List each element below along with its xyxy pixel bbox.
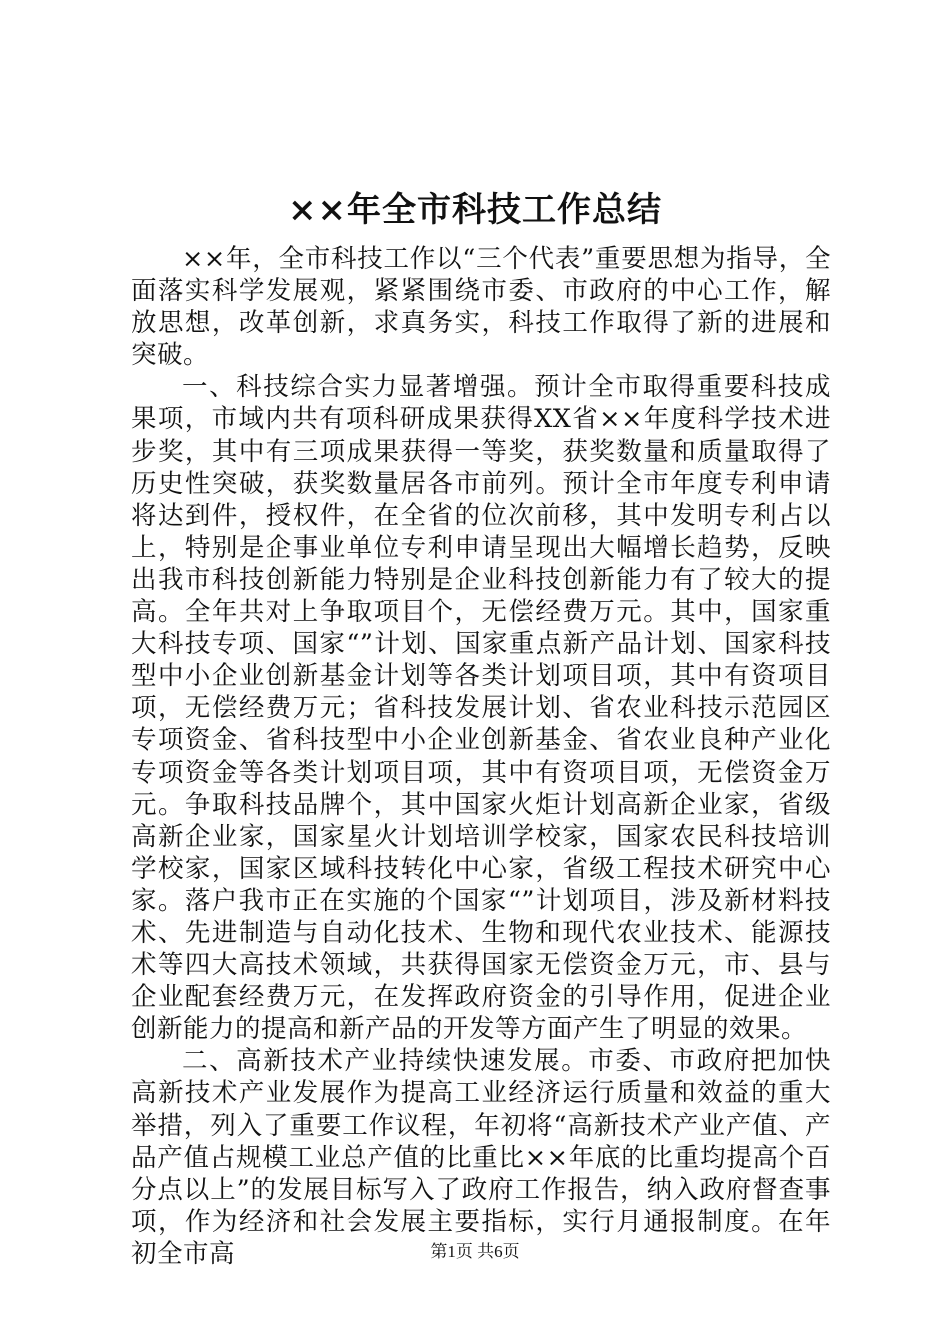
paragraph-section-one: 一、科技综合实力显著增强。预计全市取得重要科技成果项，市域内共有项科研成果获得XX省××年度科学技术进步奖，其中有三项成果获得一等奖，获奖数量和质量取得了历史性突破，获奖数量居各市前列。预计全市年度专利申请将达到件，授权件，在全省的位次前移，其中发明专利占以上，特别是企事业单位专利申请呈现出大幅增长趋势，反映出我市科技创新能力特别是企业科技创新能力有了较大的提高。全年共对上争取项目个，无偿经费万元。其中，国家重大科技专项、国家“”计划、国家重点新产品计划、国家科技型中小企业创新基金计划等各类计划项目项，其中有资项目项，无偿经费万元；省科技发展计划、省农业科技示范园区专项资金、省科技型中小企业创新基金、省农业良种产业化专项资金等各类计划项目项，其中有资项目项，无偿资金万元。争取科技品牌个，其中国家火炬计划高新企业家，省级高新企业家，国家星火计划培训学校家，国家农民科技培训学校家，国家区域科技转化中心家，省级工程技术研究中心家。落户我市正在实施的个国家“”计划项目，涉及新材料技术、先进制造与自动化技术、生物和现代农业技术、能源技术等四大高技术领域，共获得国家无偿资金万元，市、县与企业配套经费万元，在发挥政府资金的引导作用，促进企业创新能力的提高和新产品的开发等方面产生了明显的效果。: [131, 372, 831, 1045]
document-title: ××年全市科技工作总结: [288, 190, 662, 230]
page-footer: 第1页 共6页: [430, 1242, 520, 1261]
document-body: [131, 243, 831, 1270]
paragraph-intro: ××年，全市科技工作以“三个代表”重要思想为指导，全面落实科学发展观，紧紧围绕市委、市政府的中心工作，解放思想，改革创新，求真务实，科技工作取得了新的进展和突破。: [131, 244, 831, 371]
paragraph-section-two: 二、高新技术产业持续快速发展。市委、市政府把加快高新技术产业发展作为提高工业经济运行质量和效益的重大举措，列入了重要工作议程，年初将“高新技术产业产值、产品产值占规模工业总产值的比重比××年底的比重均提高个百分点以上”的发展目标写入了政府工作报告，纳入政府督查事项，作为经济和社会发展主要指标，实行月通报制度。在年初全市高: [131, 1046, 831, 1269]
